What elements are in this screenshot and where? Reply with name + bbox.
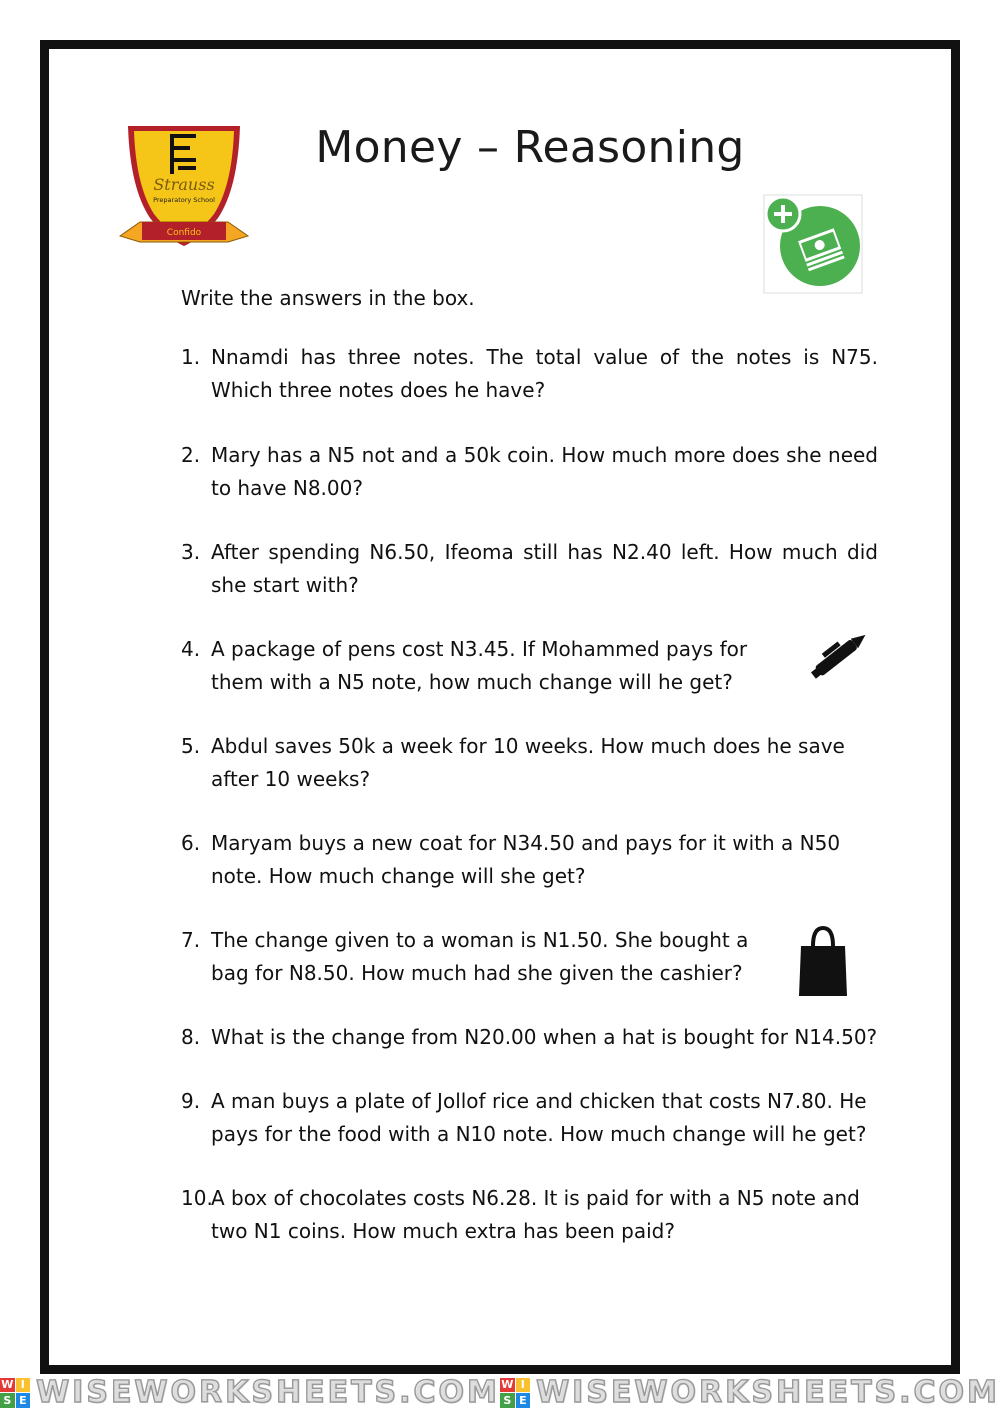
question-3: [181, 536, 878, 602]
question-10: [181, 1182, 878, 1248]
question-number: 5.: [181, 734, 201, 758]
question-4: [181, 633, 781, 699]
question-number: 6.: [181, 831, 201, 855]
school-crest-logo: [118, 118, 250, 258]
question-1: [181, 341, 878, 407]
question-number: 4.: [181, 637, 201, 661]
question-6: [181, 827, 878, 893]
question-number: 3.: [181, 540, 201, 564]
question-9: [181, 1085, 878, 1151]
brand-text: WISEWORKSHEETS.COM: [36, 1375, 500, 1410]
question-text: A package of pens cost N3.45. If Mohammed pays for them with a N5 note, how much change will he get?: [211, 637, 748, 694]
question-text: A man buys a plate of Jollof rice and chicken that costs N7.80. He pays for the food with a N10 note. How much change will he get?: [211, 1089, 867, 1146]
question-number: 7.: [181, 928, 201, 952]
question-text: After spending N6.50, Ifeoma still has N2.40 left. How much did she start with?: [211, 540, 878, 597]
question-7: [181, 924, 771, 990]
question-text: Maryam buys a new coat for N34.50 and pays for it with a N50 note. How much change will she get?: [211, 831, 841, 888]
question-number: 10.: [181, 1186, 213, 1210]
question-text: A box of chocolates costs N6.28. It is paid for with a N5 note and two N1 coins. How much extra has been paid?: [211, 1186, 860, 1243]
question-number: 1.: [181, 345, 201, 369]
money-add-icon: [763, 194, 863, 294]
question-2: [181, 439, 878, 505]
pen-icon: [806, 622, 876, 686]
svg-text:Preparatory School: Preparatory School: [153, 196, 215, 204]
question-text: Mary has a N5 not and a 50k coin. How much more does she need to have N8.00?: [211, 443, 878, 500]
question-number: 8.: [181, 1025, 201, 1049]
question-number: 9.: [181, 1089, 201, 1113]
page-title: Money – Reasoning: [315, 122, 745, 173]
instruction-text: Write the answers in the box.: [181, 286, 475, 310]
question-number: 2.: [181, 443, 201, 467]
svg-text:Confido: Confido: [166, 228, 202, 238]
question-text: Abdul saves 50k a week for 10 weeks. How much does he save after 10 weeks?: [211, 734, 845, 791]
footer-watermark: [0, 1372, 1000, 1413]
question-text: What is the change from N20.00 when a hat is bought for N14.50?: [211, 1025, 878, 1049]
question-8: [181, 1021, 878, 1054]
svg-text:Strauss: Strauss: [153, 175, 215, 194]
shopping-bag-icon: [797, 924, 849, 998]
question-text: Nnamdi has three notes. The total value of the notes is N75. Which three notes does he have?: [211, 345, 878, 402]
brand-badge: W I S E: [0, 1378, 30, 1408]
brand-text: WISEWORKSHEETS.COM: [536, 1375, 1000, 1410]
brand-logo: [500, 1375, 1000, 1410]
brand-logo: [0, 1375, 500, 1410]
question-text: The change given to a woman is N1.50. She bought a bag for N8.50. How much had she given the cashier?: [211, 928, 749, 985]
question-5: [181, 730, 878, 796]
brand-badge: W I S E: [500, 1378, 530, 1408]
